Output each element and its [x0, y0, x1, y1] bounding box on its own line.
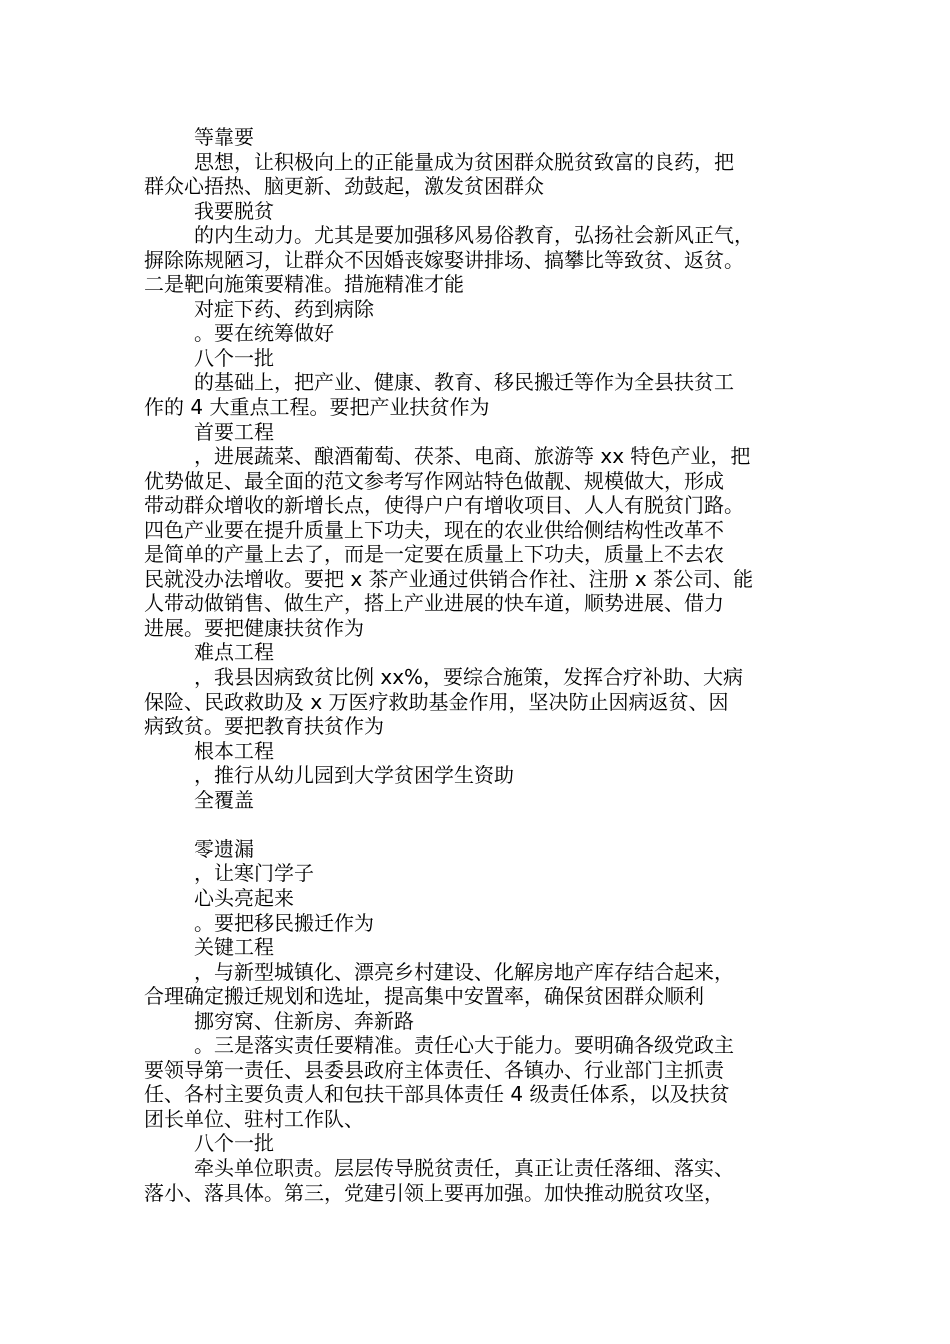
text-line: 进展。要把健康扶贫作为 [144, 615, 364, 640]
text-line: ，我县因病致贫比例 xx%，要综合施策，发挥合疗补助、大病 [194, 665, 744, 690]
text-line: 任、各村主要负责人和包扶干部具体责任 4 级责任体系，以及扶贫 [144, 1082, 730, 1107]
text-line: ，进展蔬菜、酿酒葡萄、茯茶、电商、旅游等 xx 特色产业，把 [194, 444, 751, 469]
text-line: 病致贫。要把教育扶贫作为 [144, 714, 384, 739]
text-line: 关键工程 [194, 935, 274, 960]
text-line: 八个一批 [194, 1131, 274, 1156]
text-line: 团长单位、驻村工作队、 [144, 1106, 364, 1131]
blank-line [144, 812, 812, 837]
text-line: 合理确定搬迁规划和选址，提高集中安置率，确保贫困群众顺利 [144, 984, 704, 1009]
text-line: 民就没办法增收。要把 x 茶产业通过供销合作社、注册 x 茶公司、能 [144, 566, 754, 591]
text-line: 的基础上，把产业、健康、教育、移民搬迁等作为全县扶贫工 [194, 370, 734, 395]
text-line: 零遗漏 [194, 836, 254, 861]
text-line: 带动群众增收的新增长点，使得户户有增收项目、人人有脱贫门路。 [144, 493, 744, 518]
text-line: 群众心捂热、脑更新、劲鼓起，激发贫困群众 [144, 174, 544, 199]
text-line: ，与新型城镇化、漂亮乡村建设、化解房地产库存结合起来， [194, 959, 734, 984]
text-line: 思想，让积极向上的正能量成为贫困群众脱贫致富的良药，把 [194, 149, 734, 174]
text-line: 。要在统筹做好 [194, 321, 334, 346]
text-line: 我要脱贫 [194, 198, 274, 223]
text-line: 二是靶向施策要精准。措施精准才能 [144, 272, 464, 297]
text-line: 四色产业要在提升质量上下功夫，现在的农业供给侧结构性改革不 [144, 517, 724, 542]
text-line: ，推行从幼儿园到大学贫困学生资助 [194, 763, 514, 788]
text-line: 全覆盖 [194, 787, 254, 812]
text-line: 保险、民政救助及 x 万医疗救助基金作用，坚决防止因病返贫、因 [144, 689, 729, 714]
text-line: 对症下药、药到病除 [194, 296, 374, 321]
document-body [144, 125, 812, 1205]
text-line: 牵头单位职责。层层传导脱贫责任，真正让责任落细、落实、 [194, 1155, 734, 1180]
text-line: 。三是落实责任要精准。责任心大于能力。要明确各级党政主 [194, 1033, 734, 1058]
text-line: 是简单的产量上去了，而是一定要在质量上下功夫，质量上不去农 [144, 542, 724, 567]
text-line: 落小、落具体。第三，党建引领上要再加强。加快推动脱贫攻坚， [144, 1180, 724, 1205]
text-line: 的内生动力。尤其是要加强移风易俗教育，弘扬社会新风正气， [194, 223, 754, 248]
text-line: 根本工程 [194, 738, 274, 763]
text-line: 要领导第一责任、县委县政府主体责任、各镇办、行业部门主抓责 [144, 1057, 724, 1082]
text-line: 心头亮起来 [194, 885, 294, 910]
text-line: 作的 4 大重点工程。要把产业扶贫作为 [144, 395, 490, 420]
text-line: ，让寒门学子 [194, 861, 314, 886]
text-line: 首要工程 [194, 419, 274, 444]
text-line: 挪穷窝、住新房、奔新路 [194, 1008, 414, 1033]
text-line: 优势做足、最全面的范文参考写作网站特色做靓、规模做大，形成 [144, 468, 724, 493]
text-line: 难点工程 [194, 640, 274, 665]
text-line: 等靠要 [194, 125, 254, 149]
text-line: 摒除陈规陋习，让群众不因婚丧嫁娶讲排场、搞攀比等致贫、返贫。 [144, 247, 744, 272]
text-line: 八个一批 [194, 345, 274, 370]
text-line: 。要把移民搬迁作为 [194, 910, 374, 935]
text-line: 人带动做销售、做生产，搭上产业进展的快车道，顺势进展、借力 [144, 591, 724, 616]
